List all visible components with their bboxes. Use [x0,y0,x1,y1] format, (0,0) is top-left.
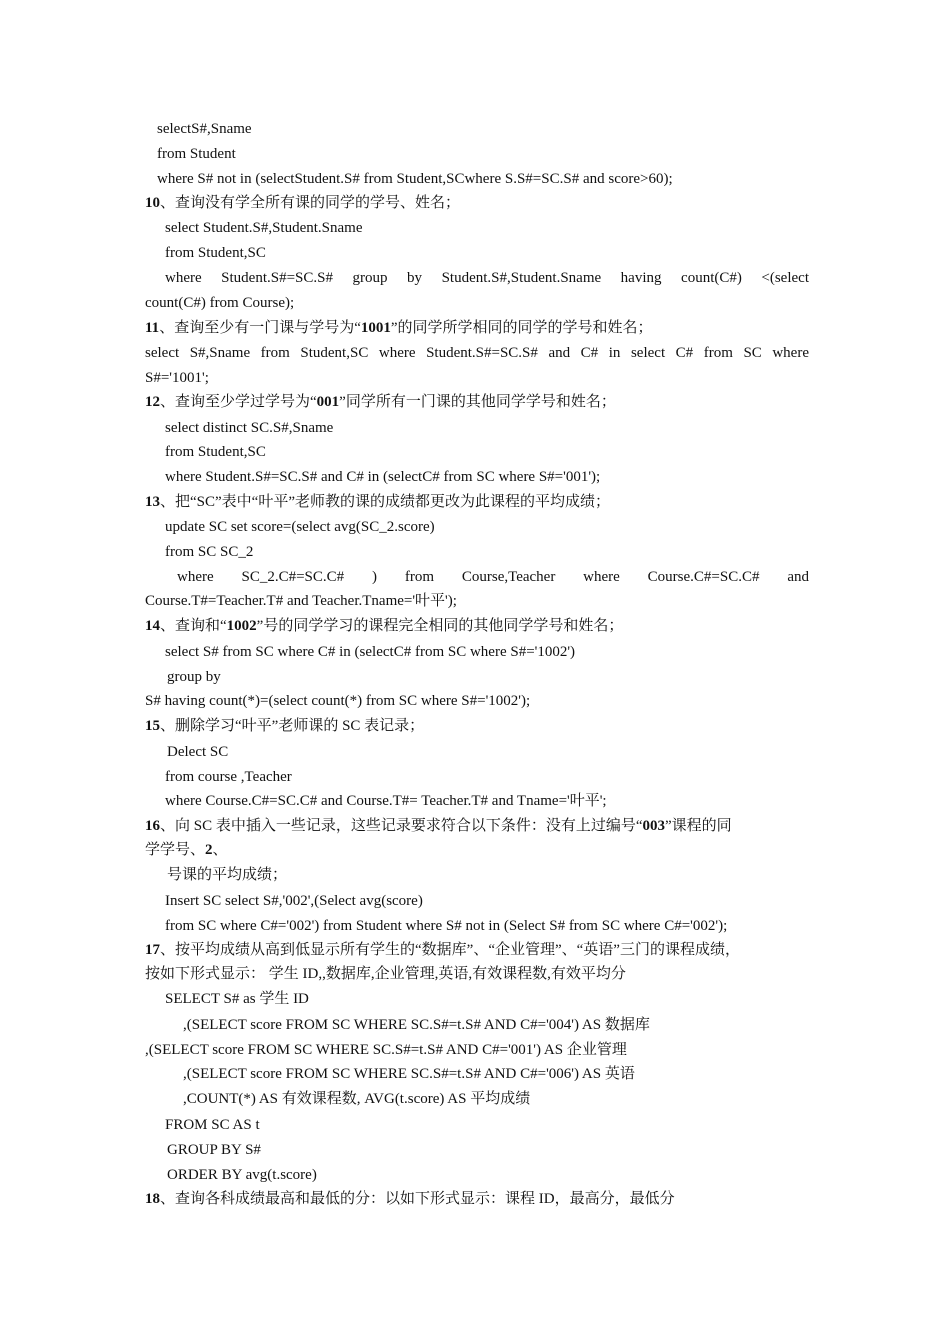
sql-line: update SC set score=(select avg(SC_2.score) [165,519,435,535]
highlight-value: 1001 [360,320,391,336]
sql-line: S# having count(*)=(select count(*) from SC where S#='1002'); [145,693,531,709]
question-text: 学学号、 [145,842,206,858]
sql-line: from Student,SC [165,245,266,261]
question-heading [145,940,740,960]
sql-line: from Student,SC [165,444,266,460]
sql-line: ,(SELECT score FROM SC WHERE SC.S#=t.S# AND C#='004') AS 数据库 [183,1017,650,1033]
sql-line: where S# not in (selectStudent.S# from Student,SCwhere S.S#=SC.S# and score>60); [157,171,673,187]
question-number: 10 [145,195,160,211]
sql-line: where Course.C#=SC.C# and Course.T#= Teacher.T# and Tname='叶平'; [165,793,607,809]
question-number: 11 [145,320,160,336]
question-text: ”课程的同 [665,818,732,834]
sql-line: S#='1001'; [145,370,209,386]
highlight-value: 2 [205,842,213,858]
question-heading [145,318,653,338]
highlight-value: 001 [316,394,340,410]
sql-line: select S# from SC where C# in (selectC# from SC where S#='1002') [165,644,576,660]
question-heading [145,616,623,636]
sql-line: from course ,Teacher [165,769,292,785]
question-heading [145,716,424,736]
sql-line: from SC where C#='002') from Student where S# not in (Select S# from SC where C#='002'); [165,918,728,934]
question-heading [145,492,610,512]
question-text: 、把“SC”表中“叶平”老师教的课的成绩都更改为此课程的平均成绩； [160,494,610,510]
sql-line: FROM SC AS t [165,1117,260,1133]
question-heading-continued [145,840,228,860]
sql-line: ORDER BY avg(t.score) [167,1167,317,1183]
sql-line: from Student [157,146,236,162]
question-number: 12 [145,394,160,410]
sql-line: Delect SC [167,744,229,760]
question-text: 、按平均成绩从高到低显示所有学生的“数据库”、“企业管理”、“英语”三门的课程成绩， [160,942,740,958]
sql-line: ,(SELECT score FROM SC WHERE SC.S#=t.S# AND C#='006') AS 英语 [183,1066,635,1082]
question-heading [145,193,460,213]
sql-line: SELECT S# as 学生 ID [165,991,309,1007]
sql-line: count(C#) from Course); [145,295,295,311]
sql-line: ,(SELECT score FROM SC WHERE SC.S#=t.S# AND C#='001') AS 企业管理 [145,1042,627,1058]
sql-line: ,COUNT(*) AS 有效课程数, AVG(t.score) AS 平均成绩 [183,1091,531,1107]
question-text: ”号的同学学习的课程完全相同的其他同学学号和姓名； [256,618,624,634]
sql-line: select Student.S#,Student.Sname [165,220,363,236]
question-text: 、查询至少学过学号为“ [160,394,317,410]
question-text: 号课的平均成绩； [167,867,288,883]
question-number: 16 [145,818,160,834]
question-text: 按如下形式显示： 学生 ID,,数据库,企业管理,英语,有效课程数,有效平均分 [145,966,626,982]
question-text: 、向 SC 表中插入一些记录，这些记录要求符合以下条件：没有上过编号“ [160,818,643,834]
question-heading [145,816,732,836]
sql-line: select distinct SC.S#,Sname [165,420,334,436]
sql-line: where Student.S#=SC.S# and C# in (selectC# from SC where S#='001'); [165,469,601,485]
sql-line: select S#,Sname from Student,SC where Student.S#=SC.S# and C# in select C# from SC where [145,345,809,361]
question-number: 18 [145,1191,160,1207]
question-heading [145,392,616,412]
question-number: 14 [145,618,160,634]
question-text: ”同学所有一门课的其他同学学号和姓名； [339,394,616,410]
sql-line: where SC_2.C#=SC.C# ) from Course,Teacher where Course.C#=SC.C# and [177,569,809,585]
sql-line: Insert SC select S#,'002',(Select avg(score) [165,893,423,909]
question-number: 15 [145,718,160,734]
question-text: 、查询和“ [160,618,227,634]
question-text: ”的同学所学相同的同学的学号和姓名； [390,320,653,336]
highlight-value: 1002 [226,618,257,634]
question-number: 13 [145,494,160,510]
sql-line: selectS#,Sname [157,121,252,137]
question-text: 、查询至少有一门课与学号为“ [159,320,361,336]
sql-line: from SC SC_2 [165,544,254,560]
question-text: 、 [212,842,228,858]
sql-line: where Student.S#=SC.S# group by Student.S#,Student.Sname having count(C#) <(select [165,270,809,286]
question-text: 、查询各科成绩最高和最低的分：以如下形式显示：课程 ID，最高分，最低分 [160,1191,675,1207]
question-heading [145,1189,675,1209]
question-number: 17 [145,942,160,958]
sql-line: group by [167,669,221,685]
question-text: 、删除学习“叶平”老师课的 SC 表记录； [160,718,425,734]
highlight-value: 003 [642,818,666,834]
sql-line: Course.T#=Teacher.T# and Teacher.Tname='叶平'); [145,593,457,609]
sql-line: GROUP BY S# [167,1142,261,1158]
question-text: 、查询没有学全所有课的同学的学号、姓名； [160,195,461,211]
